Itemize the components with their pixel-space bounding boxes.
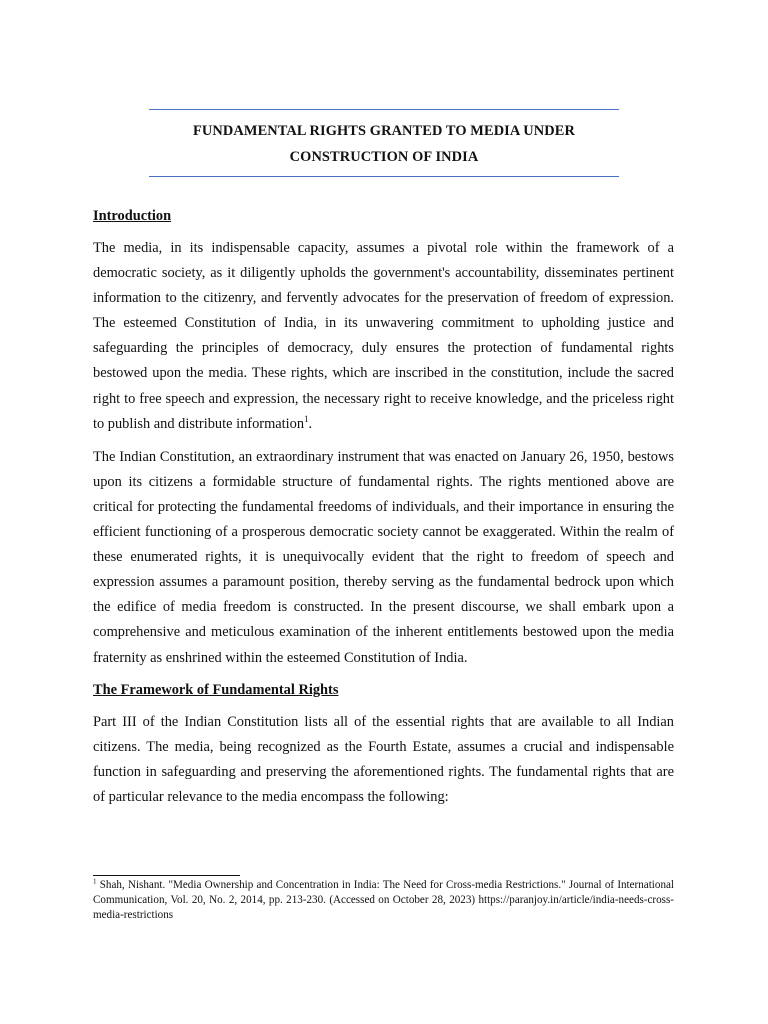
footnote-text: Shah, Nishant. "Media Ownership and Concentration in India: The Need for Cross-media Restrictions." Journal of International Communication, Vol. 20, No. 2, 2014, pp. 213-230. (Accessed on October 28, 2023) https://paranjoy.in/article/india-needs-cross-media-restrictions xyxy=(93,879,674,921)
paragraph: The Indian Constitution, an extraordinary instrument that was enacted on January 26, 1950, bestows upon its citizens a formidable structure of fundamental rights. The rights mentioned above are critical for protecting the fundamental freedoms of individuals, and their importance in ensuring the efficient functioning of a prosperous democratic society cannot be exaggerated. Within the realm of these enumerated rights, it is unequivocally evident that the right to freedom of speech and expression assumes a paramount position, thereby serving as the fundamental bedrock upon which the edifice of media freedom is constructed. In the present discourse, we shall embark upon a comprehensive and meticulous examination of the inherent entitlements bestowed upon the media fraternity as enshrined within the esteemed Constitution of India. xyxy=(93,448,674,666)
section-heading-framework: The Framework of Fundamental Rights xyxy=(93,681,339,698)
paragraph: Part III of the Indian Constitution lists all of the essential rights that are available to all Indian citizens. The media, being recognized as the Fourth Estate, assumes a crucial and indispensable function in safeguarding and preserving the aforementioned rights. The fundamental rights that are of particular relevance to the media encompass the following: xyxy=(93,713,674,805)
paragraph: The media, in its indispensable capacity, assumes a pivotal role within the framework of a democratic society, as it diligently upholds the government's accountability, disseminates pertinent information to the citizenry, and fervently advocates for the preservation of freedom of expression. The esteemed Constitution of India, in its unwavering commitment to upholding justice and safeguarding the principles of democracy, duly ensures the protection of fundamental rights bestowed upon the media. These rights, which are inscribed in the constitution, include the sacred right to free speech and expression, the necessary right to receive knowledge, and the priceless right to publish and distribute information$^1$. xyxy=(93,240,674,432)
footnote xyxy=(93,878,674,923)
document-title xyxy=(149,118,619,170)
section-heading-introduction: Introduction xyxy=(93,208,172,224)
footnote-separator xyxy=(93,875,240,876)
footnote-marker: 1 xyxy=(93,877,97,886)
document-body xyxy=(93,205,674,818)
title-top-rule xyxy=(149,109,619,110)
title-line-2: CONSTRUCTION OF INDIA xyxy=(289,149,479,165)
title-line-1: FUNDAMENTAL RIGHTS GRANTED TO MEDIA UNDER xyxy=(193,123,575,139)
title-bottom-rule xyxy=(149,176,619,177)
paragraph-text: The media, in its indispensable capacity, assumes a pivotal role within the framework of a democratic society, as it diligently upholds the government's accountability, disseminates pertinent information to the citizenry, and fervently advocates for the preservation of freedom of expression. The esteemed Constitution of India, in its unwavering commitment to upholding justice and safeguarding the principles of democracy, duly ensures the protection of fundamental rights bestowed upon the media. These rights, which are inscribed in the constitution, include the sacred right to free speech and expression, the necessary right to receive knowledge, and the priceless right to publish and distribute information xyxy=(93,240,674,432)
footnote-reference[interactable]: 1 xyxy=(304,413,309,424)
